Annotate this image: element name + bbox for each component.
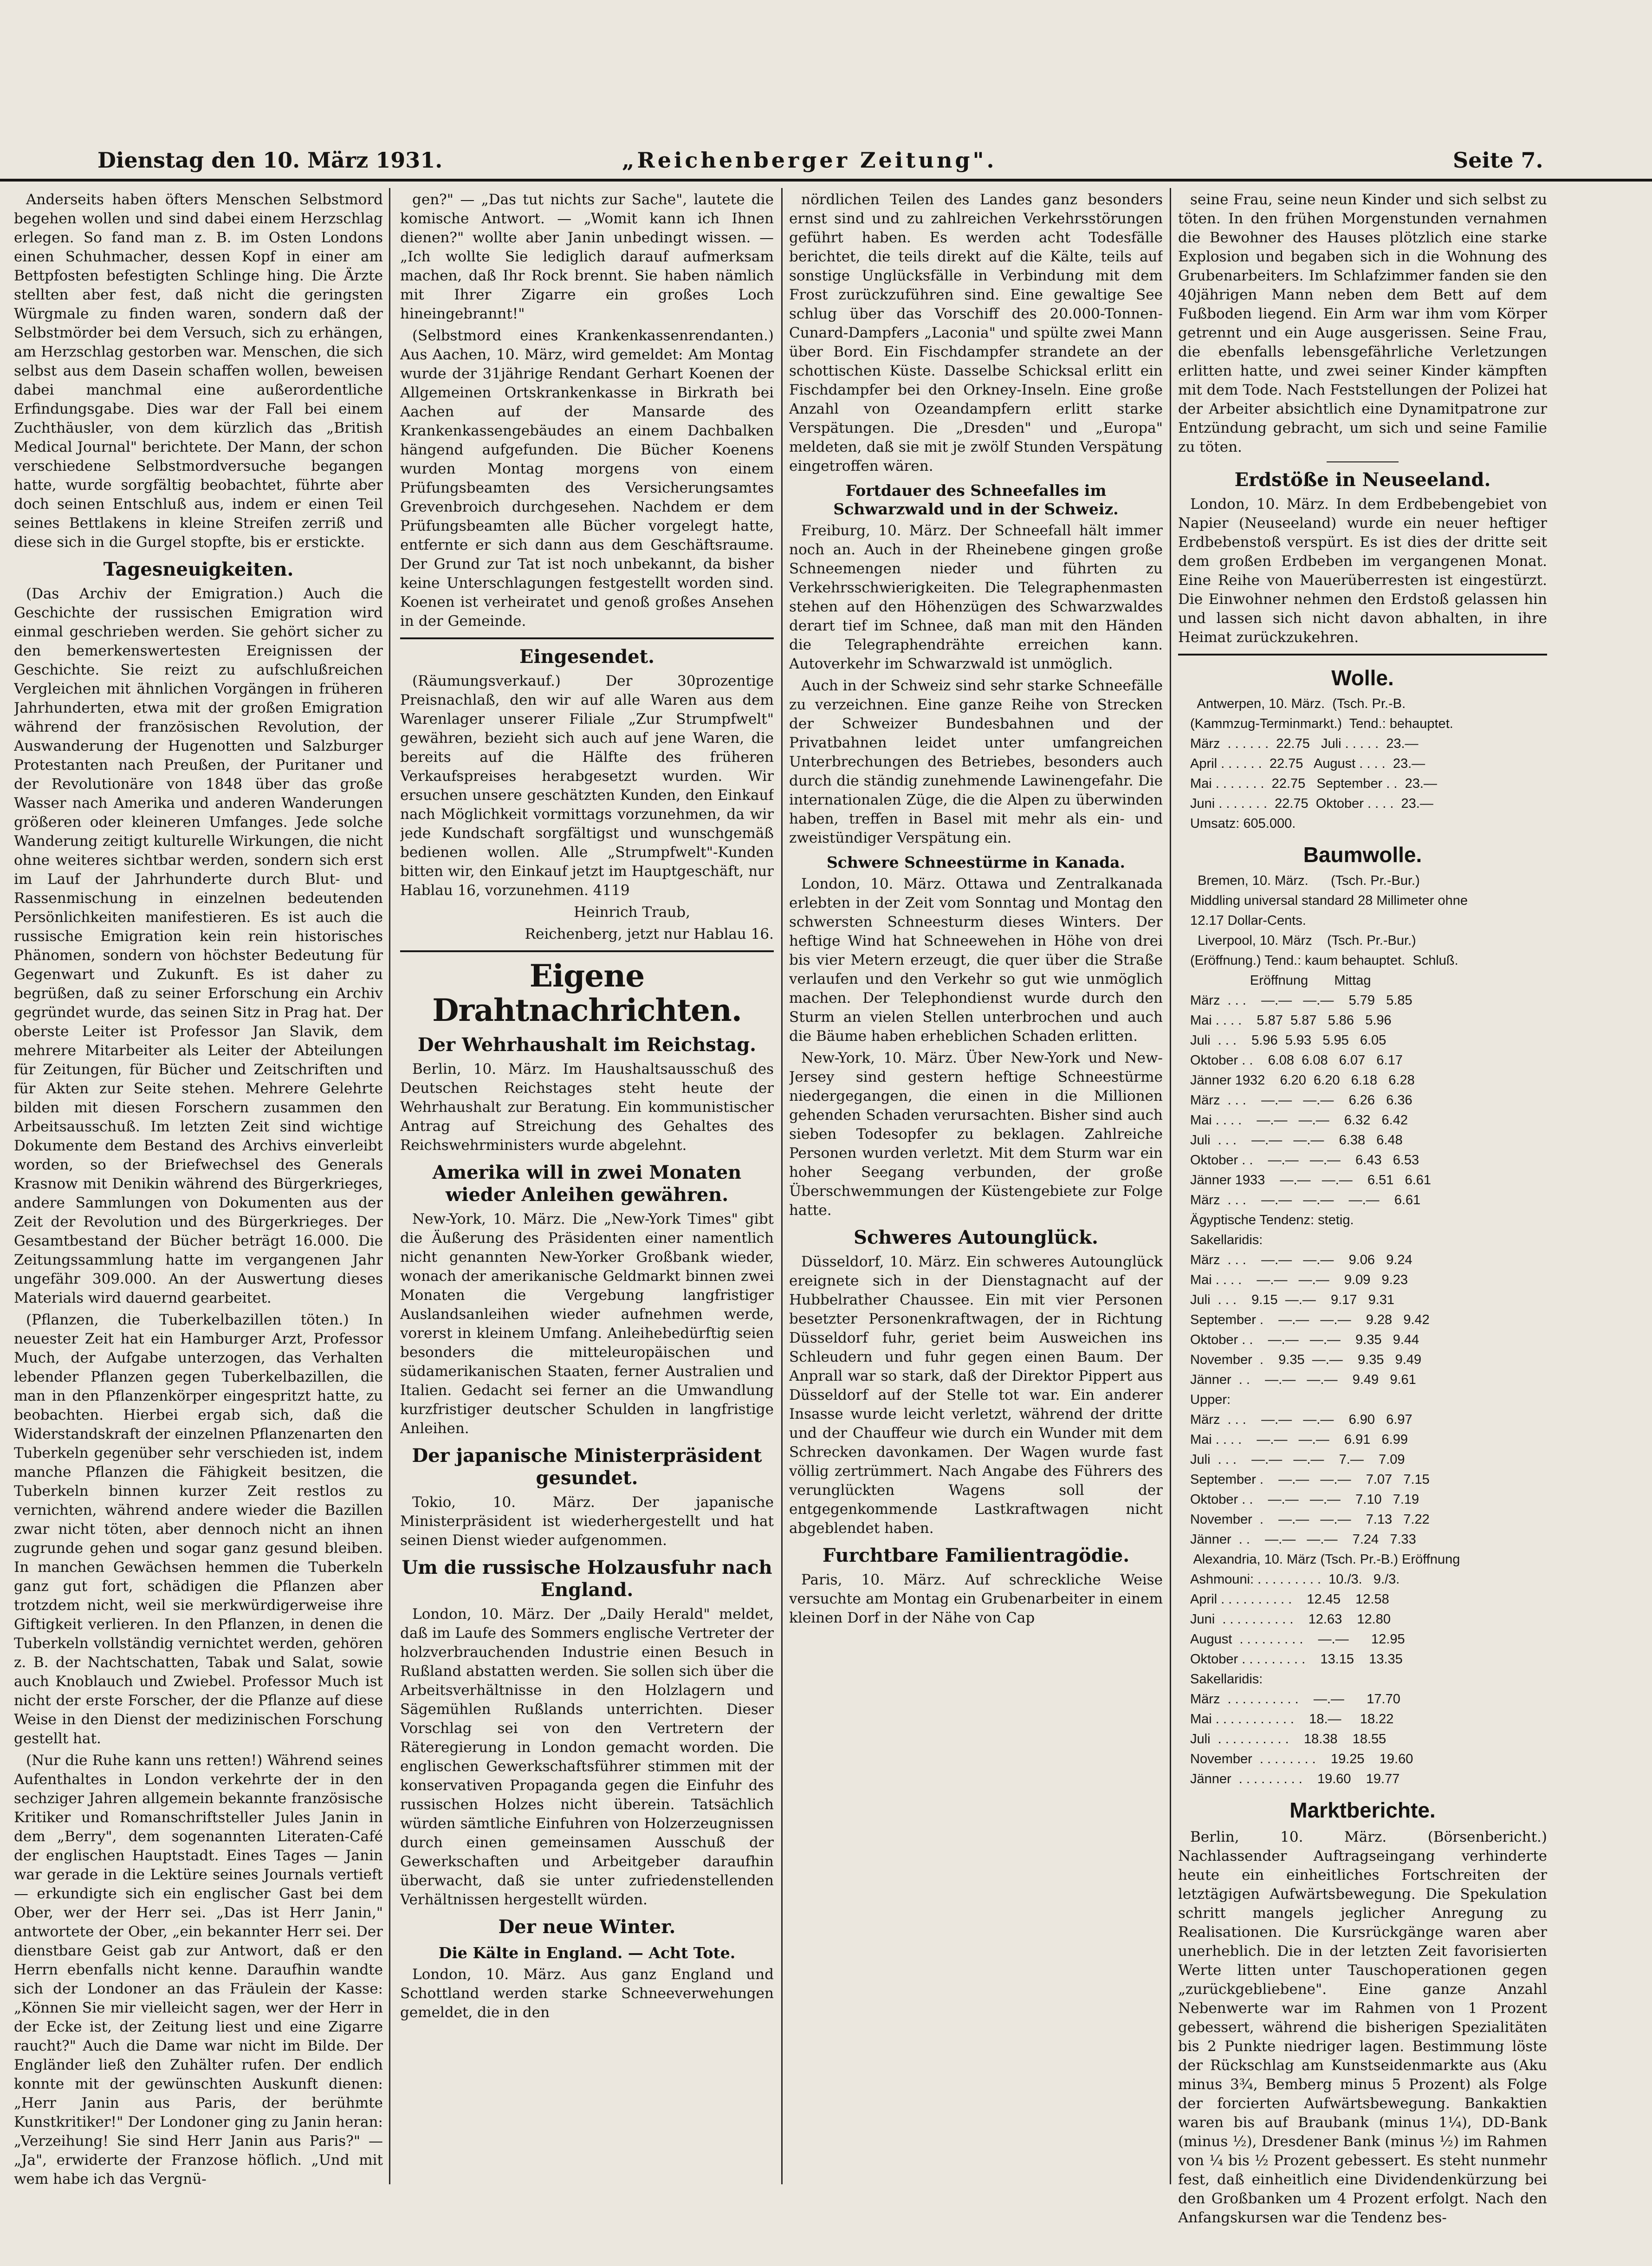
- quote-line: Jänner . . . . . . . . . 19.60 19.77: [1190, 1772, 1400, 1786]
- quote-line: (Eröffnung.) Tend.: kaum behauptet. Schluß.: [1190, 953, 1458, 968]
- quote-line: Eröffnung Mittag: [1190, 973, 1371, 988]
- quote-line: April . . . . . . . . . . 12.45 12.58: [1190, 1592, 1389, 1607]
- wolle-quotes: [1178, 695, 1547, 832]
- quote-line: März . . . —.— —.— 6.90 6.97: [1190, 1412, 1412, 1427]
- article-headline: Schweres Autounglück.: [854, 1227, 1098, 1248]
- article-paragraph: nördlichen Teilen des Landes ganz besonders ernst sind und zu zahlreichen Verkehrsstörungen geführt haben. Es werden acht Todesfälle berichtet, die teils direkt auf die Kälte, teils auf sonstige Unglücksfälle in Verbindung mit dem Frost zurückzuführen sind. Eine gewaltige See schlug über das Vorschiff des 20.000-Tonnen-Cunard-Dampfers „Laconia" und spülte zwei Mann über Bord. Ein Fischdampfer strandete an der schottischen Küste. Dasselbe Schicksal erlitt ein Fischdampfer bei den Orkney-Inseln. Eine große Anzahl von Ozeandampfern erlitt starke Verspätungen. Die „Dresden" und „Europa" meldeten, daß sie mit je zwölf Stunden Verspätung eingetroffen wären.: [789, 191, 1163, 474]
- quote-line: März . . . —.— —.— —.— 6.61: [1190, 1193, 1421, 1208]
- quote-line: Juli . . . . . . . . . . 18.38 18.55: [1190, 1732, 1386, 1747]
- quote-line: Jänner 1932 6.20 6.20 6.18 6.28: [1190, 1073, 1415, 1088]
- quote-line: Juli . . . 5.96 5.93 5.95 6.05: [1190, 1033, 1386, 1048]
- market-heading-baumwolle: Baumwolle.: [1303, 843, 1422, 867]
- quote-line: Oktober . . 6.08 6.08 6.07 6.17: [1190, 1053, 1403, 1068]
- article-paragraph: Freiburg, 10. März. Der Schneefall hält immer noch an. Auch in der Rheinebene gingen große Schneemengen nieder und führten zu Verkehrsschwierigkeiten. Die Telegraphenmasten stehen auf den Höhenzügen des Schwarzwaldes derart tief im Schnee, daß man mit den Händen die Telegraphendrähte erreichen kann. Autoverkehr im Schwarzwald ist unmöglich.: [789, 522, 1163, 672]
- article-headline: Schwere Schneestürme in Kanada.: [826, 853, 1126, 871]
- article-paragraph: London, 10. März. Ottawa und Zentralkanada erlebten in der Zeit vom Sonntag und Montag den schwersten Schneesturm dieses Winters. Der heftige Wind hat Schneewehen in Höhe von drei bis vier Metern erzeugt, die quer über die Straße verlaufen und den Verkehr so gut wie unmöglich machen. Der Telephondienst wurde durch den Sturm an vielen Stellen unterbrochen und auch die Bäume haben erheblichen Schaden erlitten.: [789, 876, 1163, 1045]
- article-headline: Um die russische Holzausfuhr nach England.: [402, 1557, 772, 1601]
- quote-line: März . . . —.— —.— 5.79 5.85: [1190, 993, 1412, 1008]
- quote-line: Umsatz: 605.000.: [1190, 816, 1296, 831]
- quote-line: Mai . . . . —.— —.— 6.32 6.42: [1190, 1113, 1408, 1128]
- quote-line: Upper:: [1190, 1392, 1231, 1407]
- quote-line: 12.17 Dollar-Cents.: [1190, 913, 1306, 928]
- article-headline: Furchtbare Familientragödie.: [822, 1545, 1130, 1566]
- article-paragraph: London, 10. März. Der „Daily Herald" meldet, daß im Laufe des Sommers englische Vertreter der holzverbrauchenden Industrie einen Besuch in Rußland abstatten werden. Sie sollen sich über die Arbeitsverhältnisse in den Holzlagern und Sägemühlen Rußlands unterrichten. Dieser Vorschlag sei von den Vertretern der Räteregierung in London gemacht worden. Die englischen Gewerkschaftsführer stimmen mit der konservativen Propaganda gegen die Einfuhr des russischen Holzes nicht überein. Tatsächlich würden sämtliche Einfuhren von Holzerzeugnissen durch einen gemeinsamen Ausschuß der Gewerkschaften und Arbeitgeber daraufhin überwacht, daß sie unter zufriedenstellenden Verhältnissen hergestellt würden.: [400, 1606, 774, 1908]
- quote-line: Mai . . . . . . . 22.75 September . . 23.—: [1190, 776, 1437, 791]
- quote-line: September . —.— —.— 7.07 7.15: [1190, 1472, 1430, 1487]
- article-paragraph: Paris, 10. März. Auf schreckliche Weise versuchte am Montag ein Grubenarbeiter in einem kleinen Dorf in der Nähe von Cap: [789, 1571, 1163, 1626]
- quote-line: März . . . . . . . . . . —.— 17.70: [1190, 1692, 1400, 1707]
- quote-line: Sakellaridis:: [1190, 1672, 1263, 1687]
- quote-line: Antwerpen, 10. März. (Tsch. Pr.-B.: [1190, 696, 1406, 711]
- market-heading-wolle: Wolle.: [1331, 666, 1394, 690]
- quote-line: Mai . . . . . . . . . . . 18.— 18.22: [1190, 1712, 1394, 1727]
- article-headline: Der Wehrhaushalt im Reichstag.: [417, 1034, 757, 1056]
- article-paragraph: (Das Archiv der Emigration.) Auch die Geschichte der russischen Emigration wird einmal geschrieben werden. Sie gehört sicher zu den bemerkenswertesten Ereignissen der Geschichte. Sie reizt zu aufschlußreichen Vergleichen mit ähnlichen Vorgängen in früheren Jahrhunderten, etwa mit der großen Emigration während der französischen Revolution, der Auswanderung der Hugenotten und Salzburger Protestanten nach Preußen, der Puritaner und der Revolutionäre von 1848 über das große Wasser nach Amerika und anderen Wanderungen größeren oder kleineren Umfanges. Jede solche Wanderung zeitigt kulturelle Wirkungen, die nicht ohne weiteres sichtbar werden, sondern sich erst im Lauf der Jahrhunderte durch Blut- und Rassenmischung in einzelnen bedeutenden Persönlichkeiten manifestieren. Es ist auch die russische Emigration kein rein historisches Phänomen, sondern von höchster Bedeutung für Gegenwart und Zukunft. Es ist daher zu begrüßen, daß zu seiner Erforschung ein Archiv gegründet wurde, das seinen Sitz in Prag hat. Der oberste Leiter ist Professor Jan Slavik, dem mehrere Mitarbeiter als Leiter der Abteilungen für Zeitungen, für Bücher und Zeitschriften und für Akten zur Seite stehen. Mehrere Gelehrte bilden mit diesen Forschern zusammen den Arbeitsausschuß. Im letzten Zeit sind wichtige Dokumente dem Bestand des Archivs einverleibt worden, so der Briefwechsel des Generals Krasnow mit Denikin während des Bürgerkrieges, andere Sammlungen von Dokumenten aus der Zeit der Revolution und des Bürgerkrieges. Der Gesamtbestand der Bücher beträgt 16.000. Die Zeitungssammlung hatte im vergangenen Jahr ungefähr 309.000. An der Auswertung dieses Materials wird dauernd gearbeitet.: [14, 585, 383, 1306]
- header-rule: [0, 179, 1652, 182]
- column-divider: [389, 188, 390, 2184]
- quote-line: Mai . . . . —.— —.— 9.09 9.23: [1190, 1273, 1408, 1287]
- quote-line: August . . . . . . . . . —.— 12.95: [1190, 1632, 1405, 1647]
- quote-line: Oktober . . . . . . . . . 13.15 13.35: [1190, 1652, 1403, 1667]
- quote-line: März . . . —.— —.— 6.26 6.36: [1190, 1093, 1412, 1108]
- masthead-heading: Eigene Drahtnachrichten.: [432, 958, 742, 1028]
- column-4: [1178, 190, 1547, 2242]
- quote-line: November . —.— —.— 7.13 7.22: [1190, 1512, 1430, 1527]
- article-paragraph: seine Frau, seine neun Kinder und sich selbst zu töten. In den frühen Morgenstunden vernahmen die Bewohner des Hauses plötzlich eine starke Explosion und begaben sich in die Wohnung des Grubenarbeiters. Im Schlafzimmer fanden sie den 40jährigen Mann neben dem Bett auf dem Fußboden liegend. Ein Arm war ihm vom Körper getrennt und ein Auge ausgerissen. Seine Frau, die ebenfalls lebensgefährliche Verletzungen erlitten hatte, und zwei seiner Kinder kämpften mit dem Tode. Nach Feststellungen der Polizei hat der Arbeiter absichtlich eine Dynamitpatrone zur Entzündung gebracht, um sich und seine Familie zu töten.: [1178, 191, 1547, 455]
- article-paragraph: London, 10. März. In dem Erdbebengebiet von Napier (Neuseeland) wurde ein neuer heftiger Erdbebenstoß verspürt. Es ist dies der dritte seit dem großen Erdbeben im vergangenen Monat. Eine Reihe von Mauerüberresten ist eingestürzt. Die Einwohner nehmen den Erdstoß gelassen hin und lassen sich nicht davon abhalten, in ihre Heimat zurückzukehren.: [1178, 496, 1547, 646]
- issue-date: Dienstag den 10. März 1931.: [97, 148, 443, 173]
- quote-line: Bremen, 10. März. (Tsch. Pr.-Bur.): [1190, 873, 1420, 888]
- column-3: [789, 190, 1163, 2242]
- baumwolle-quotes: [1178, 872, 1547, 1788]
- article-paragraph: gen?" — „Das tut nichts zur Sache", lautete die komische Antwort. — „Womit kann ich Ihnen dienen?" wollte aber Janin unbedingt wissen. — „Ich wollte Sie lediglich darauf aufmerksam machen, daß Ihr Rock brennt. Sie haben nämlich mit Ihrer Zigarre ein großes Loch hineingebrannt!": [400, 191, 774, 322]
- column-divider: [781, 188, 783, 2184]
- article-headline: Der neue Winter.: [498, 1916, 676, 1938]
- quote-line: September . —.— —.— 9.28 9.42: [1190, 1312, 1430, 1327]
- article-paragraph: New-York, 10. März. Die „New-York Times" gibt die Äußerung des Präsidenten einer namentlich nicht genannten New-Yorker Großbank wieder, wonach der amerikanische Geldmarkt binnen zwei Monaten die Vergebung langfristiger Auslandsanleihen wieder aufnehmen werde, vorerst in kleinem Umfang. Anleihebedürftig seien besonders die mitteleuropäischen und südamerikanischen Staaten, ferner Australien und Italien. Gedacht sei ferner an die Umwandlung kurzfristiger deutscher Schulden in langfristige Anleihen.: [400, 1211, 774, 1437]
- article-headline: Der japanische Ministerpräsident gesundet.: [412, 1445, 762, 1489]
- quote-line: Sakellaridis:: [1190, 1233, 1263, 1247]
- quote-line: Jänner 1933 —.— —.— 6.51 6.61: [1190, 1173, 1432, 1188]
- article-paragraph: (Pflanzen, die Tuberkelbazillen töten.) In neuester Zeit hat ein Hamburger Arzt, Professor Much, der Aufgabe unterzogen, das Verhalten lebender Pflanzen gegen Tuberkelbazillen, die man in den Pflanzenkörper eingespritzt hatte, zu beobachten. Hierbei ergab sich, daß die Widerstandskraft der einzelnen Pflanzenarten den Tuberkeln gegenüber sehr verschieden ist, indem manche Pflanzen die Fähigkeit besitzen, die Tuberkeln binnen kurzer Zeit restlos zu vernichten, während andere wieder die Bazillen zwar nicht töten, aber dennoch nicht an ihnen zugrunde gehen und sogar ganz gesund bleiben. In manchen Gewächsen hemmen die Tuberkeln ganz gut fort, schädigen die Pflanzen aber trotzdem nicht, weil sie merkwürdigerweise ihre Giftigkeit verlieren. In den Pflanzen, in denen die Tuberkeln vollständig vernichtet werden, gehören z. B. der Nachtschatten, Tabak und Salat, sowie auch Knoblauch und Zwiebel. Professor Much ist nicht der erste Forscher, der die Pflanze auf diese Weise in den Dienst der medizinischen Forschung gestellt hat.: [14, 1312, 383, 1747]
- quote-line: November . 9.35 —.— 9.35 9.49: [1190, 1352, 1422, 1367]
- column-1: [14, 190, 383, 2242]
- quote-line: Juli . . . 9.15 —.— 9.17 9.31: [1190, 1292, 1395, 1307]
- quote-line: Jänner . . —.— —.— 9.49 9.61: [1190, 1372, 1416, 1387]
- market-heading-marktberichte: Marktberichte.: [1289, 1798, 1436, 1822]
- section-heading: Eingesendet.: [519, 646, 655, 668]
- short-rule: [1327, 461, 1399, 462]
- quote-line: Alexandria, 10. März (Tsch. Pr.-B.) Eröffnung: [1190, 1552, 1460, 1567]
- quote-line: (Kammzug-Terminmarkt.) Tend.: behauptet.: [1190, 716, 1453, 731]
- signature: Reichenberg, jetzt nur Hablau 16.: [525, 926, 774, 942]
- quote-line: Juni . . . . . . . . . . 12.63 12.80: [1190, 1612, 1391, 1627]
- quote-line: Oktober . . —.— —.— 7.10 7.19: [1190, 1492, 1419, 1507]
- article-subheadline: Die Kälte in England. — Acht Tote.: [438, 1944, 736, 1962]
- quote-line: November . . . . . . . . 19.25 19.60: [1190, 1752, 1413, 1766]
- article-paragraph: Berlin, 10. März. Im Haushaltsausschuß des Deutschen Reichstages steht heute der Wehrhaushalt zur Beratung. Ein kommunistischer Antrag auf Streichung des Gehaltes des Reichswehrministers wurde abgelehnt.: [400, 1061, 774, 1154]
- quote-line: Oktober . . —.— —.— 6.43 6.53: [1190, 1153, 1419, 1168]
- quote-line: Middling universal standard 28 Millimeter ohne: [1190, 893, 1468, 908]
- quote-line: Juni . . . . . . . 22.75 Oktober . . . . 23.—: [1190, 796, 1433, 811]
- quote-line: Oktober . . —.— —.— 9.35 9.44: [1190, 1332, 1419, 1347]
- article-headline: Amerika will in zwei Monaten wieder Anleihen gewähren.: [432, 1162, 742, 1206]
- quote-line: März . . . —.— —.— 9.06 9.24: [1190, 1253, 1412, 1267]
- article-paragraph: (Selbstmord eines Krankenkassenrendanten.) Aus Aachen, 10. März, wird gemeldet: Am Montag wurde der 31jährige Rendant Gerhart Koenen der Allgemeinen Ortskrankenkasse in Birkrath bei Aachen auf der Mansarde des Krankenkassengebäudes an einem Dachbalken hängend aufgefunden. Die Bücher Koenens wurden Montag morgens von einem Prüfungsbeamten des Versicherungsamtes Grevenbroich durchgesehen. Nachdem er dem Prüfungsbeamten alle Bücher vorgelegt hatte, entfernte er sich dann aus dem Geschäftsraume. Der Grund zur Tat ist noch unbekannt, da bisher keine Unterschlagungen festgestellt worden sind. Koenen ist verheiratet und genoß großes Ansehen in der Gemeinde.: [400, 327, 774, 630]
- quote-line: März . . . . . . 22.75 Juli . . . . . 23.—: [1190, 736, 1419, 751]
- section-heading: Tagesneuigkeiten.: [103, 558, 294, 580]
- article-paragraph: Tokio, 10. März. Der japanische Ministerpräsident ist wiederhergestellt und hat seinen Dienst wieder aufgenommen.: [400, 1494, 774, 1549]
- column-divider: [1170, 188, 1171, 2184]
- quote-line: Ägyptische Tendenz: stetig.: [1190, 1213, 1354, 1227]
- quote-line: Juli . . . —.— —.— 7.— 7.09: [1190, 1452, 1405, 1467]
- signature: Heinrich Traub,: [574, 904, 690, 921]
- section-rule: [400, 950, 774, 952]
- article-paragraph: Berlin, 10. März. (Börsenbericht.) Nachlassender Auftragseingang verhinderte heute ein einheitliches Fortschreiten der letztägigen Aufwärtsbewegung. Die Spekulation schritt mangels jeglicher Anregung zu Realisationen. Die Kursrückgänge waren aber unerheblich. Die in der letzten Zeit favorisierten Werte litten unter Tauschoperationen gegen „zurückgebliebene". Eine ganze Anzahl Nebenwerte war im Rahmen von 1 Prozent gebessert, während die bisherigen Spezialitäten bis 2 Punkte niedriger lagen. Bestimmung löste der Rückschlag am Kunstseidenmarkte aus (Aku minus 3¾, Bemberg minus 5 Prozent) als Folge der forcierten Aufwärtsbewegung. Bankaktien waren bis auf Braubank (minus 1¼), DD-Bank (minus ½), Dresdener Bank (minus ½) im Rahmen von ¼ bis ½ Prozent gebessert. Es steht nunmehr fest, daß einheitlich eine Dividendenkürzung bei den Großbanken um 4 Prozent erfolgt. Nach den Anfangskursen war die Tendenz bes-: [1178, 1829, 1547, 2226]
- column-2: [400, 190, 774, 2242]
- article-paragraph: (Räumungsverkauf.) Der 30prozentige Preisnachlaß, den wir auf alle Waren aus dem Warenlager unserer Filiale „Zur Strumpfwelt" gewähren, bezieht sich auch auf jene Waren, die bereits auf die Hälfte des früheren Verkaufspreises herabgesetzt wurden. Wir ersuchen unsere geschätzten Kunden, den Einkauf nach Möglichkeit vormittags vorzunehmen, da wir jede Kundschaft sorgfältigst und wunschgemäß bedienen wollen. Alle „Strumpfwelt"-Kunden bitten wir, den Einkauf jetzt im Hauptgeschäft, nur Hablau 16, vorzunehmen. 4119: [400, 673, 774, 899]
- article-paragraph: Auch in der Schweiz sind sehr starke Schneefälle zu verzeichnen. Eine ganze Reihe von Strecken der Schweizer Bundesbahnen und der Privatbahnen leidet unter umfangreichen Unterbrechungen des Betriebes, besonders auch durch die ständig zunehmende Lawinengefahr. Die internationalen Züge, die die Alpen zu überwinden haben, treffen in Basel mit mehr als ein- und zweistündiger Verspätung ein.: [789, 677, 1163, 846]
- article-headline: Erdstöße in Neuseeland.: [1234, 469, 1491, 491]
- article-paragraph: Anderseits haben öfters Menschen Selbstmord begehen wollen und sind dabei einem Herzschlag erlegen. So fand man z. B. im Osten Londons einen Schuhmacher, dessen Kopf in einer am Bettpfosten befestigten Schlinge hing. Die Ärzte stellten aber fest, daß nicht die geringsten Würgmale zu finden waren, sondern daß der Selbstmörder bei dem Versuch, sich zu erhängen, am Herzschlag gestorben war. Menschen, die sich selbst aus dem Dasein schaffen wollen, beweisen dabei manchmal eine außerordentliche Erfindungsgabe. Dies war der Fall bei einem Zuchthäusler, von dem kürzlich das „British Medical Journal" berichtete. Der Mann, der schon verschiedene Selbstmordversuche begangen hatte, wurde sorgfältig beobachtet, führte aber doch seinen Entschluß aus, indem er einen Teil seines Bettlakens in kleine Streifen zerriß und diese sich in die Gurgel stopfte, bis er erstickte.: [14, 191, 383, 551]
- quote-line: Mai . . . . —.— —.— 6.91 6.99: [1190, 1432, 1408, 1447]
- article-paragraph: (Nur die Ruhe kann uns retten!) Während seines Aufenthaltes in London verkehrte der in den sechziger Jahren allgemein bekannte französische Kritiker und Romanschriftsteller Jules Janin in dem „Berry", dem sogenannten Literaten-Café der englischen Hauptstadt. Eines Tages — Janin war gerade in die Lektüre seines Journals vertieft — erkundigte sich ein englischer Gast bei dem Ober, wer der Herr sei. „Das ist Herr Janin," antwortete der Ober, „ein bekannter Herr sei. Der dienstbare Geist gab zur Antwort, daß er den Herrn ebenfalls nicht kenne. Daraufhin wandte sich der Londoner an das Fräulein der Kasse: „Können Sie mir vielleicht sagen, wer der Herr in der Ecke ist, der Zeitung liest und eine Zigarre raucht?" Auch die Dame war nicht im Bilde. Der Engländer ließ den Zuhälter rufen. Der endlich konnte mit der gewünschten Auskunft dienen: „Herr Janin aus Paris, der berühmte Kunstkritiker!" Der Londoner ging zu Janin heran: „Verzeihung! Sie sind Herr Janin aus Paris?" — „Ja", erwiderte der Franzose höflich. „Und mit wem habe ich das Vergnü-: [14, 1752, 383, 2188]
- article-headline: Fortdauer des Schneefalles im Schwarzwald und in der Schweiz.: [833, 481, 1119, 518]
- section-rule: [1178, 654, 1547, 656]
- article-paragraph: London, 10. März. Aus ganz England und Schottland werden starke Schneeverwehungen gemeldet, die in den: [400, 1966, 774, 2021]
- article-paragraph: Düsseldorf, 10. März. Ein schweres Autounglück ereignete sich in der Dienstagnacht auf der Hubbelrather Chaussee. Ein mit vier Personen besetzter Personenkraftwagen, der in Richtung Düsseldorf fuhr, geriet beim Ausweichen ins Schleudern und fuhr gegen einen Baum. Der Anprall war so stark, daß der Direktor Pippert aus Düsseldorf auf der Stelle tot war. Ein anderer Insasse wurde leicht verletzt, während der dritte und der Chauffeur wie durch ein Wunder mit dem Schrecken davonkamen. Der Wagen wurde fast völlig zertrümmert. Nach Angabe des Führers des verunglückten Wagens soll der entgegenkommende Lastkraftwagen nicht abgeblendet haben.: [789, 1253, 1163, 1537]
- quote-line: April . . . . . . 22.75 August . . . . 23.—: [1190, 756, 1425, 771]
- article-paragraph: New-York, 10. März. Über New-York und New-Jersey sind gestern heftige Schneestürme niedergegangen, die einen in die Millionen gehenden Schaden verursachten. Bisher sind auch sieben Todesopfer zu beklagen. Zahlreiche Personen wurden verletzt. Mit dem Sturm war ein hoher Seegang verbunden, der große Überschwemmungen der Küstengebiete zur Folge hatte.: [789, 1050, 1163, 1219]
- section-rule: [400, 637, 774, 639]
- quote-line: Ashmouni: . . . . . . . . . 10./3. 9./3.: [1190, 1572, 1400, 1587]
- paper-title: „Reichenberger Zeitung".: [622, 148, 997, 173]
- quote-line: Jänner . . —.— —.— 7.24 7.33: [1190, 1532, 1416, 1547]
- quote-line: Liverpool, 10. März (Tsch. Pr.-Bur.): [1190, 933, 1416, 948]
- quote-line: Juli . . . —.— —.— 6.38 6.48: [1190, 1133, 1403, 1148]
- page-number: Seite 7.: [1453, 148, 1543, 173]
- quote-line: Mai . . . . 5.87 5.87 5.86 5.96: [1190, 1013, 1392, 1028]
